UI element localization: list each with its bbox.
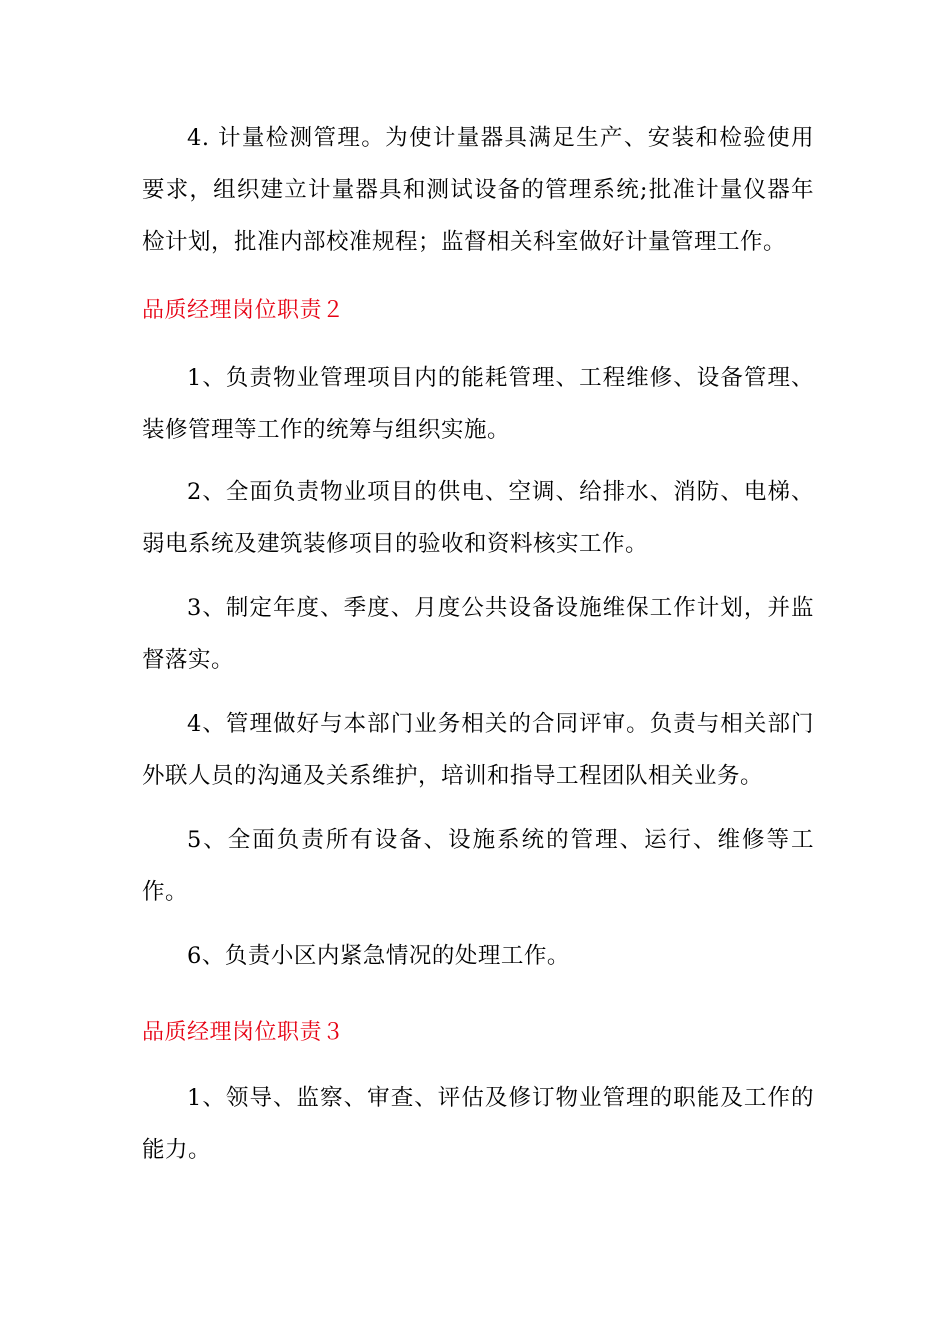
paragraph-metrology-management: 4. 计量检测管理。为使计量器具满足生产、安装和检验使用要求，组织建立计量器具和测试设备的管理系统;批准计量仪器年检计划，批准内部校准规程；监督相关科室做好计量管理工作。 (142, 125, 814, 255)
duty-item-4: 4、管理做好与本部门业务相关的合同评审。负责与相关部门外联人员的沟通及关系维护，培训和指导工程团队相关业务。 (142, 711, 814, 789)
duty-item-2: 2、全面负责物业项目的供电、空调、给排水、消防、电梯、弱电系统及建筑装修项目的验收和资料核实工作。 (142, 479, 814, 557)
section-heading-2: 品质经理岗位职责２ (142, 298, 345, 323)
duty-item-6: 6、负责小区内紧急情况的处理工作。 (187, 943, 570, 969)
duty-item-1-section3: 1、领导、监察、审查、评估及修订物业管理的职能及工作的能力。 (142, 1085, 814, 1163)
duty-item-3: 3、制定年度、季度、月度公共设备设施维保工作计划，并监督落实。 (142, 595, 814, 673)
duty-item-1: 1、负责物业管理项目内的能耗管理、工程维修、设备管理、装修管理等工作的统筹与组织实施。 (142, 365, 814, 443)
duty-item-5: 5、全面负责所有设备、设施系统的管理、运行、维修等工作。 (142, 827, 814, 905)
section-heading-3: 品质经理岗位职责３ (142, 1020, 345, 1045)
